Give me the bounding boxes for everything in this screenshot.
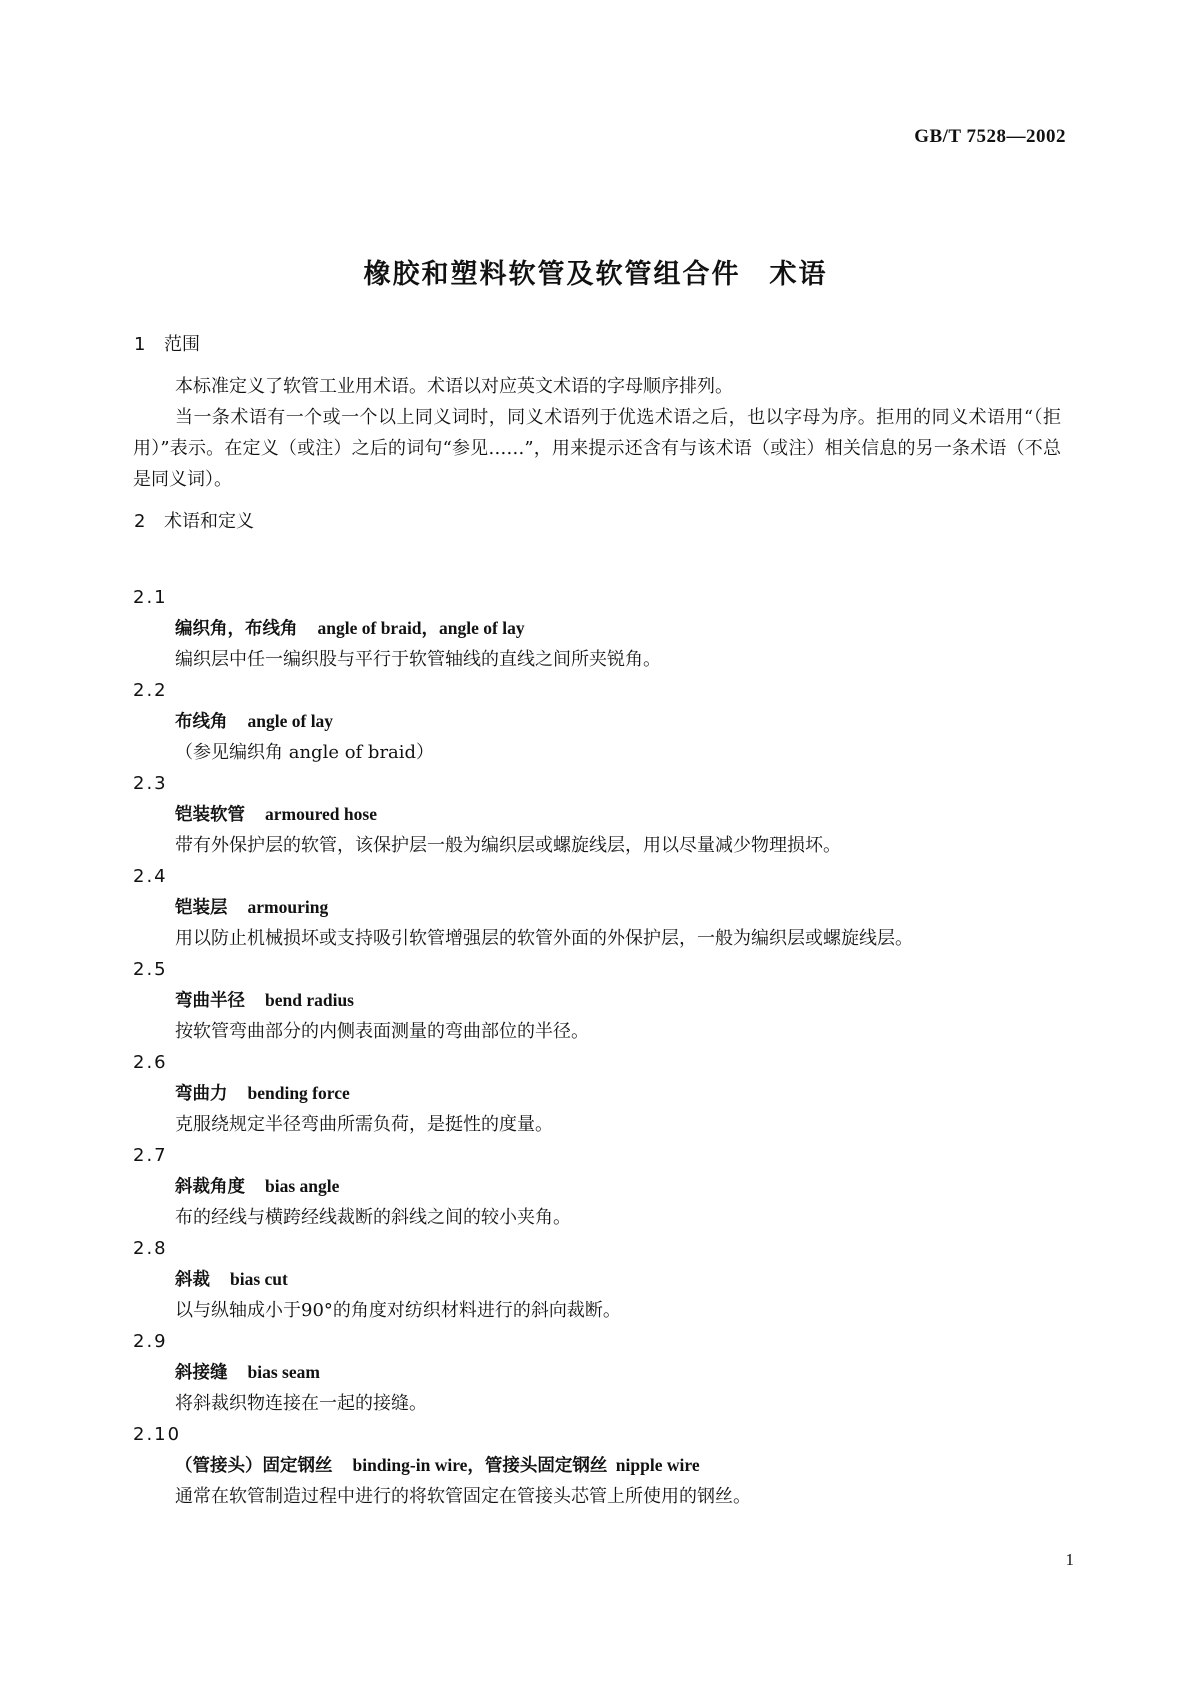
term-number: 2.7 (133, 1145, 168, 1166)
section-title: 范围 (164, 334, 200, 355)
term-en: angle of braid，angle of lay (317, 618, 525, 638)
term-definition: 按软管弯曲部分的内侧表面测量的弯曲部位的半径。 (175, 1021, 589, 1042)
term-zh: 铠装软管 (175, 805, 245, 825)
term-number: 2.5 (133, 959, 168, 980)
term-en: bias seam (247, 1362, 320, 1382)
term-definition: 以与纵轴成小于90°的角度对纺织材料进行的斜向裁断。 (175, 1300, 621, 1321)
term-zh: 弯曲力 (175, 1084, 228, 1104)
term-zh: 铠装层 (175, 898, 228, 918)
term-entry (133, 1047, 1061, 1140)
term-en: armoured hose (265, 804, 377, 824)
term-zh: 弯曲半径 (175, 991, 245, 1011)
term-definition: 用以防止机械损坏或支持吸引软管增强层的软管外面的外保护层，一般为编织层或螺旋线层。 (175, 928, 913, 949)
term-en: bias angle (265, 1176, 340, 1196)
term-number: 2.8 (133, 1238, 168, 1259)
term-entry (133, 1326, 1061, 1419)
term-en: bias cut (230, 1269, 288, 1289)
term-heading (133, 1171, 1061, 1202)
term-zh: 斜接缝 (175, 1363, 228, 1383)
term-zh: 编织角，布线角 (175, 619, 298, 639)
term-heading (133, 1078, 1061, 1109)
scope-body (133, 371, 1061, 495)
term-heading (133, 613, 1061, 644)
term-entry (133, 768, 1061, 861)
term-entry (133, 1233, 1061, 1326)
term-en: angle of lay (247, 711, 334, 731)
section-number: 1 (134, 334, 146, 355)
term-entry (133, 1140, 1061, 1233)
term-definition: （参见编织角 angle of braid） (175, 742, 435, 763)
term-definition: 带有外保护层的软管，该保护层一般为编织层或螺旋线层，用以尽量减少物理损坏。 (175, 835, 841, 856)
section-title: 术语和定义 (164, 511, 254, 532)
term-zh: 斜裁角度 (175, 1177, 245, 1197)
standard-number: GB/T 7528—2002 (914, 126, 1066, 147)
term-number: 2.6 (133, 1052, 168, 1073)
term-definition: 通常在软管制造过程中进行的将软管固定在管接头芯管上所使用的钢丝。 (175, 1486, 751, 1507)
term-en: armouring (247, 897, 329, 917)
section-number: 2 (134, 511, 146, 532)
term-entry (133, 861, 1061, 954)
term-number: 2.2 (133, 680, 168, 701)
term-number: 2.4 (133, 866, 168, 887)
term-number: 2.9 (133, 1331, 168, 1352)
term-zh: 斜裁 (175, 1270, 210, 1290)
term-heading (133, 985, 1061, 1016)
term-entry (133, 954, 1061, 1047)
term-heading (133, 1357, 1061, 1388)
term-entry (133, 1419, 1061, 1512)
term-definition: 布的经线与横跨经线裁断的斜线之间的较小夹角。 (175, 1207, 571, 1228)
page-number: 1 (1065, 1550, 1074, 1569)
section-heading-terms (134, 507, 254, 533)
term-heading (133, 1264, 1061, 1295)
scope-paragraph: 本标准定义了软管工业用术语。术语以对应英文术语的字母顺序排列。 (175, 376, 733, 397)
term-zh: （管接头）固定钢丝 (175, 1456, 333, 1476)
term-definition: 编织层中任一编织股与平行于软管轴线的直线之间所夹锐角。 (175, 649, 661, 670)
terms-list (133, 582, 1061, 1512)
term-en: binding-in wire， (352, 1455, 485, 1475)
term-heading (133, 799, 1061, 830)
term-number: 2.3 (133, 773, 168, 794)
term-entry (133, 582, 1061, 675)
term-heading (133, 706, 1061, 737)
scope-paragraph: 当一条术语有一个或一个以上同义词时，同义术语列于优选术语之后，也以字母为序。拒用的同义术语用“（拒用）”表示。在定义（或注）之后的词句“参见……”，用来提示还含有与该术语（或注）相关信息的另一条术语（不总是同义词）。 (133, 407, 1061, 490)
term-zh: 布线角 (175, 712, 228, 732)
term-en: bend radius (265, 990, 354, 1010)
term-definition: 克服绕规定半径弯曲所需负荷，是挺性的度量。 (175, 1114, 553, 1135)
term-heading (133, 1450, 1061, 1481)
term-number: 2.1 (133, 587, 168, 608)
term-en: bending force (247, 1083, 350, 1103)
section-heading-scope (134, 330, 200, 356)
term-zh-synonym: 管接头固定钢丝 (484, 1456, 608, 1476)
document-title: 橡胶和塑料软管及软管组合件 术语 (363, 259, 828, 290)
term-heading (133, 892, 1061, 923)
term-number: 2.10 (133, 1424, 182, 1445)
term-space (607, 1455, 611, 1475)
term-definition: 将斜裁织物连接在一起的接缝。 (175, 1393, 427, 1414)
term-en-synonym: nipple wire (615, 1455, 700, 1475)
term-entry (133, 675, 1061, 768)
